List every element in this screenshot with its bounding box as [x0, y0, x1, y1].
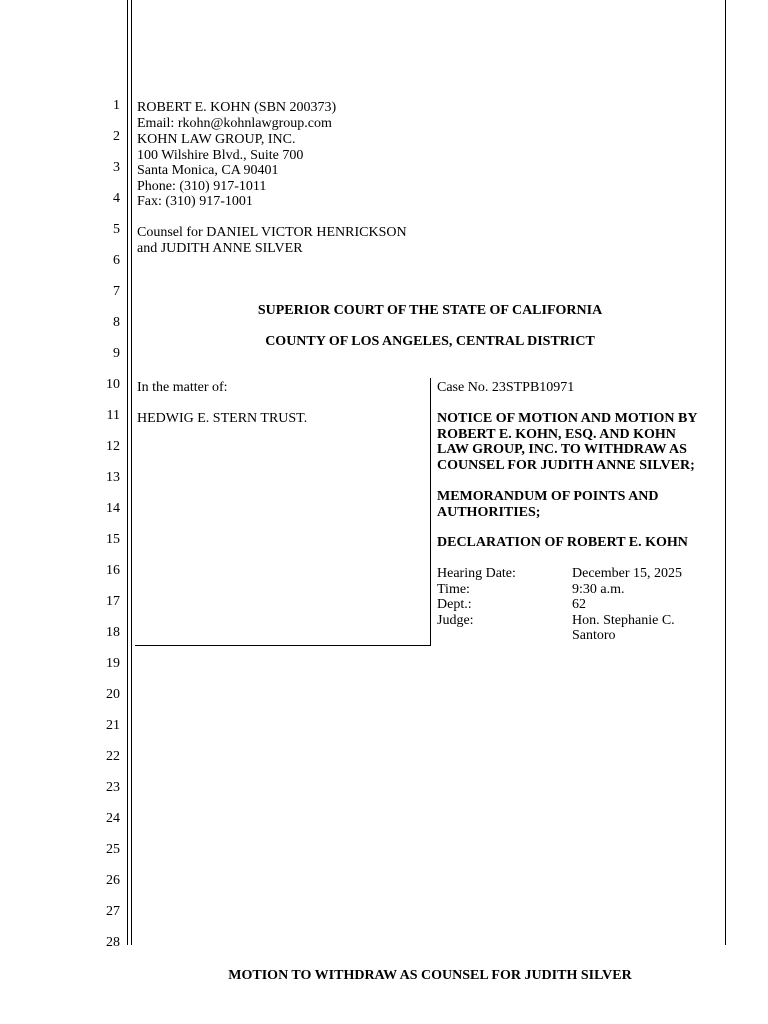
- line-number: 17: [106, 594, 120, 609]
- document-title-line3: LAW GROUP, INC. TO WITHDRAW AS: [437, 442, 687, 457]
- line-number: 5: [113, 222, 120, 237]
- hearing-judge-row: [437, 613, 712, 644]
- hearing-info: [437, 566, 712, 644]
- attorney-email: Email: rkohn@kohnlawgroup.com: [137, 116, 332, 131]
- hearing-judge-label: Judge:: [437, 612, 474, 628]
- line-number: 20: [106, 687, 120, 702]
- memorandum-title-line2: AUTHORITIES;: [437, 504, 541, 520]
- document-title-line4: COUNSEL FOR JUDITH ANNE SILVER;: [437, 457, 695, 473]
- memorandum-title-line1: MEMORANDUM OF POINTS AND: [437, 489, 659, 504]
- hearing-judge-value-line1: Hon. Stephanie C.: [572, 612, 675, 628]
- attorney-phone: Phone: (310) 917-1011: [137, 179, 267, 194]
- document-title-line2: ROBERT E. KOHN, ESQ. AND KOHN: [437, 426, 676, 442]
- hearing-judge-value-line2: Santoro: [572, 628, 616, 643]
- line-number: 18: [106, 625, 120, 640]
- line-number: 7: [113, 284, 120, 299]
- line-number: 9: [113, 346, 120, 361]
- hearing-time-label: Time:: [437, 581, 470, 597]
- attorney-fax: Fax: (310) 917-1001: [137, 194, 253, 209]
- hearing-judge-value: [572, 613, 712, 644]
- attorney-name: ROBERT E. KOHN (SBN 200373): [137, 100, 337, 115]
- left-margin-rule-inner: [131, 0, 132, 945]
- attorney-address-line2: Santa Monica, CA 90401: [137, 163, 279, 178]
- declaration-title: DECLARATION OF ROBERT E. KOHN: [437, 535, 688, 550]
- hearing-time-row: [437, 582, 712, 598]
- line-number: 16: [106, 563, 120, 578]
- caption-vertical-rule: [430, 378, 431, 646]
- document-title-line1: NOTICE OF MOTION AND MOTION BY: [437, 411, 698, 426]
- left-margin-rule-outer: [127, 0, 128, 945]
- case-number: Case No. 23STPB10971: [437, 380, 575, 395]
- line-number: 11: [106, 408, 120, 423]
- attorney-address-line1: 100 Wilshire Blvd., Suite 700: [137, 148, 304, 163]
- trust-name: HEDWIG E. STERN TRUST.: [137, 411, 308, 426]
- hearing-dept-row: [437, 597, 712, 613]
- counsel-for-line1: Counsel for DANIEL VICTOR HENRICKSON: [137, 225, 407, 240]
- line-number: 12: [106, 439, 120, 454]
- line-number: 10: [106, 377, 120, 392]
- line-number: 24: [106, 811, 120, 826]
- line-number: 14: [106, 501, 120, 516]
- line-number: 25: [106, 842, 120, 857]
- line-number: 13: [106, 470, 120, 485]
- caption-bottom-rule: [135, 645, 431, 646]
- document-title: [437, 411, 727, 473]
- line-number: 28: [106, 935, 120, 950]
- court-name: SUPERIOR COURT OF THE STATE OF CALIFORNIA: [257, 303, 603, 318]
- line-number: 15: [106, 532, 120, 547]
- hearing-time-value: 9:30 a.m.: [572, 581, 625, 597]
- line-number: 6: [113, 253, 120, 268]
- hearing-date-value: December 15, 2025: [572, 566, 683, 581]
- hearing-dept-label: Dept.:: [437, 597, 472, 612]
- in-the-matter-label: In the matter of:: [137, 380, 228, 395]
- memorandum-title: [437, 489, 727, 520]
- line-number: 3: [113, 160, 120, 175]
- hearing-date-label: Hearing Date:: [437, 566, 516, 581]
- line-number: 26: [106, 873, 120, 888]
- line-number: 22: [106, 749, 120, 764]
- court-county: COUNTY OF LOS ANGELES, CENTRAL DISTRICT: [265, 334, 595, 349]
- hearing-dept-value: 62: [572, 597, 586, 612]
- line-number: 1: [113, 98, 120, 113]
- counsel-for-line2: and JUDITH ANNE SILVER: [137, 241, 303, 256]
- line-number: 19: [106, 656, 120, 671]
- footer-title: MOTION TO WITHDRAW AS COUNSEL FOR JUDITH SILVER: [228, 968, 632, 983]
- attorney-firm: KOHN LAW GROUP, INC.: [137, 132, 296, 147]
- hearing-date-row: [437, 566, 712, 582]
- line-number: 21: [106, 718, 120, 733]
- line-number: 2: [113, 129, 120, 144]
- line-number: 4: [113, 191, 120, 206]
- line-number: 27: [106, 904, 120, 919]
- line-number: 8: [113, 315, 120, 330]
- line-number: 23: [106, 780, 120, 795]
